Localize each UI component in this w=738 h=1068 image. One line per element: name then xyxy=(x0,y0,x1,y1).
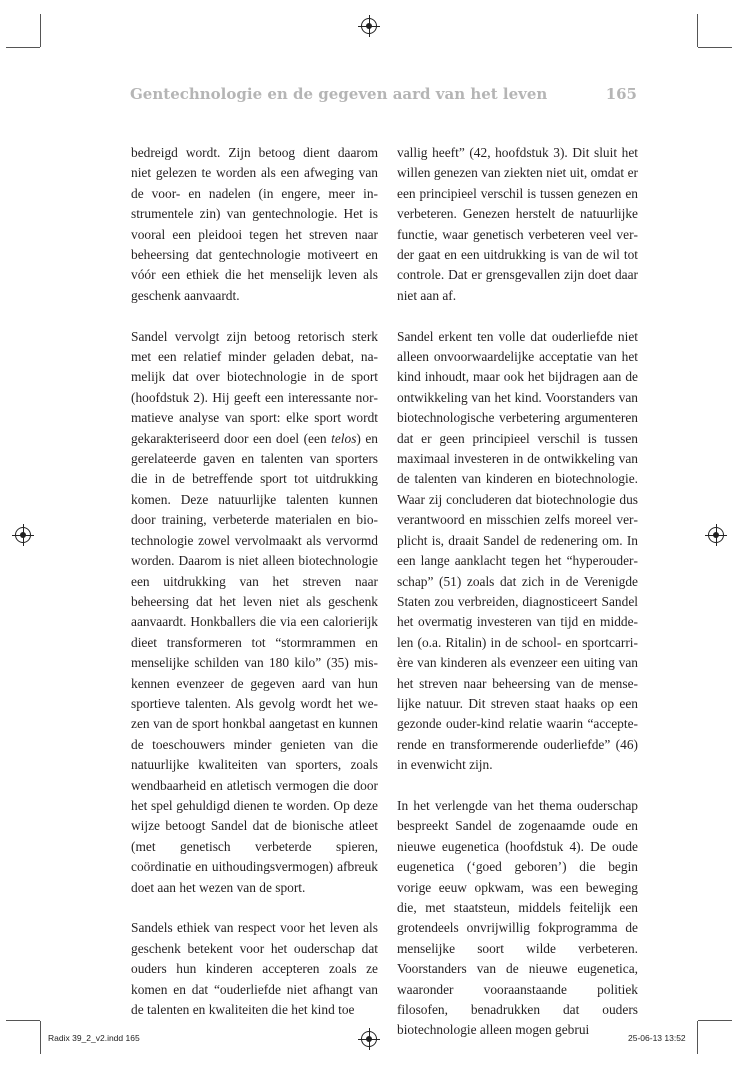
right-column xyxy=(397,143,638,1061)
crop-mark xyxy=(698,1020,732,1021)
crop-mark xyxy=(697,1021,698,1054)
crop-mark xyxy=(6,47,40,48)
paragraph: bedreigd wordt. Zijn betoog dient daarom niet gelezen te worden als een afweging van de voor- en nadelen (in engere, meer instrumentele zin) van gentechnologie. Het is vooral een pleidooi tegen het streven naar beheersing dat gentechnologie motiveert en vóór een ethiek die het menselijk leven als geschenk aanvaardt. xyxy=(131,145,378,303)
running-head xyxy=(130,85,637,103)
crop-mark xyxy=(40,14,41,47)
crop-mark xyxy=(698,47,732,48)
paragraph: In het verlengde van het thema ouderschap bespreekt Sandel de zogenaamde oude en nieuwe eugenetica (hoofdstuk 4). De oude eugenetica (‘goed geboren’) die begin vorige eeuw opkwam, was een beweging die, met staatsteun, middels feitelijk een grotendeels onvrijwillig fokprogramma de menselijke soort wilde verbeteren. Voorstanders van de nieuwe eugenetica, waaronder vooraanstaande politiek filosofen, benadrukken dat ouders biotechnologie alleen mogen gebrui xyxy=(397,797,638,1038)
paragraph: Sandel erkent ten volle dat ouderliefde niet alleen onvoorwaardelijke acceptatie van het kind inhoudt, maar ook het bijdragen aan de ontwikkeling van het kind. Voorstanders van biotechnologische verbetering argumenteren dat er geen principieel verschil is tussen maximaal investeren in de ontwikkeling van de talenten van kinderen en biotechnologie. Waar zij concluderen dat biotechnologie dus verantwoord en misschien zelfs moreel verplicht is, draait Sandel de redenering om. In een lange aanklacht tegen het “hyperouderschap” (51) zoals dat zich in de Verenigde Staten zou verbreiden, diagnosticeert Sandel het overmatig investeren van tijd en middelen (o.a. Ritalin) in de school- en sportcarrière van kinderen als evenzeer een uiting van het streven naar beheersing van de menselijke natuur. Dit streven staat haaks op een gezonde ouder-kind relatie waarin “accepterende en transformerende ouderliefde” (46) in evenwicht zijn. xyxy=(397,328,638,773)
registration-mark-icon xyxy=(361,18,377,34)
paragraph: Sandels ethiek van respect voor het leven als geschenk betekent voor het ouderschap dat ouders hun kinderen accepteren zoals ze komen en dat “ouderliefde niet afhangt van de talenten en kwaliteiten die het kind toe xyxy=(131,920,378,1018)
page-number: 165 xyxy=(605,85,637,103)
running-head-title: Gentechnologie en de gegeven aard van het leven xyxy=(130,85,548,103)
crop-mark xyxy=(697,14,698,47)
crop-mark xyxy=(40,1021,41,1054)
slug-file-name: Radix 39_2_v2.indd 165 xyxy=(48,1033,140,1043)
registration-mark-icon xyxy=(15,527,31,543)
crop-mark xyxy=(6,1020,40,1021)
left-column xyxy=(131,143,378,1041)
registration-mark-icon xyxy=(708,527,724,543)
slug-date-time: 25-06-13 13:52 xyxy=(628,1033,686,1043)
italic-term: telos xyxy=(331,430,357,446)
paragraph: Sandel vervolgt zijn betoog retorisch sterk met een relatief minder geladen debat, namelijk dat over biotechnologie in de sport (hoofdstuk 2). Hij geeft een interessante normatieve analyse van sport: elke sport wordt gekarakteriseerd door een doel (een telos) en gerelateerde gaven en talenten van sporters die in de betreffende sport tot uitdrukking komen. Deze natuurlijke talenten kunnen door training, verbeterde materialen en biotechnologie zowel vervolmaakt als vervormd worden. Daarom is niet alleen biotechnologie een uitdrukking van het streven naar beheersing dat het leven niet als geschenk aanvaardt. Honkballers die via een calorierijk dieet transformeren tot “stormrammen en menselijke schilden van 180 kilo” (35) miskennen evenzeer de gegeven aard van hun sportieve talenten. Als gevolg wordt het wezen van de sport honkbal aangetast en kunnen de toeschouwers minder genieten van die natuurlijke kwaliteiten van sporters, zoals wendbaarheid en atletisch vermogen die door het spel gehuldigd dienen te worden. Op deze wijze betoogt Sandel dat de bionische atleet (met genetisch verbeterde spieren, coördinatie en uithoudingsvermogen) afbreuk doet aan het wezen van de sport. xyxy=(131,328,378,895)
paragraph: vallig heeft” (42, hoofdstuk 3). Dit sluit het willen genezen van ziekten niet uit, omdat er een principieel verschil is tussen genezen en verbeteren. Genezen herstelt de natuurlijke functie, waar genetisch verbeteren veel verder gaat en een uitdrukking is van de wil tot controle. Dat er grensgevallen zijn doet daar niet aan af. xyxy=(397,145,638,303)
